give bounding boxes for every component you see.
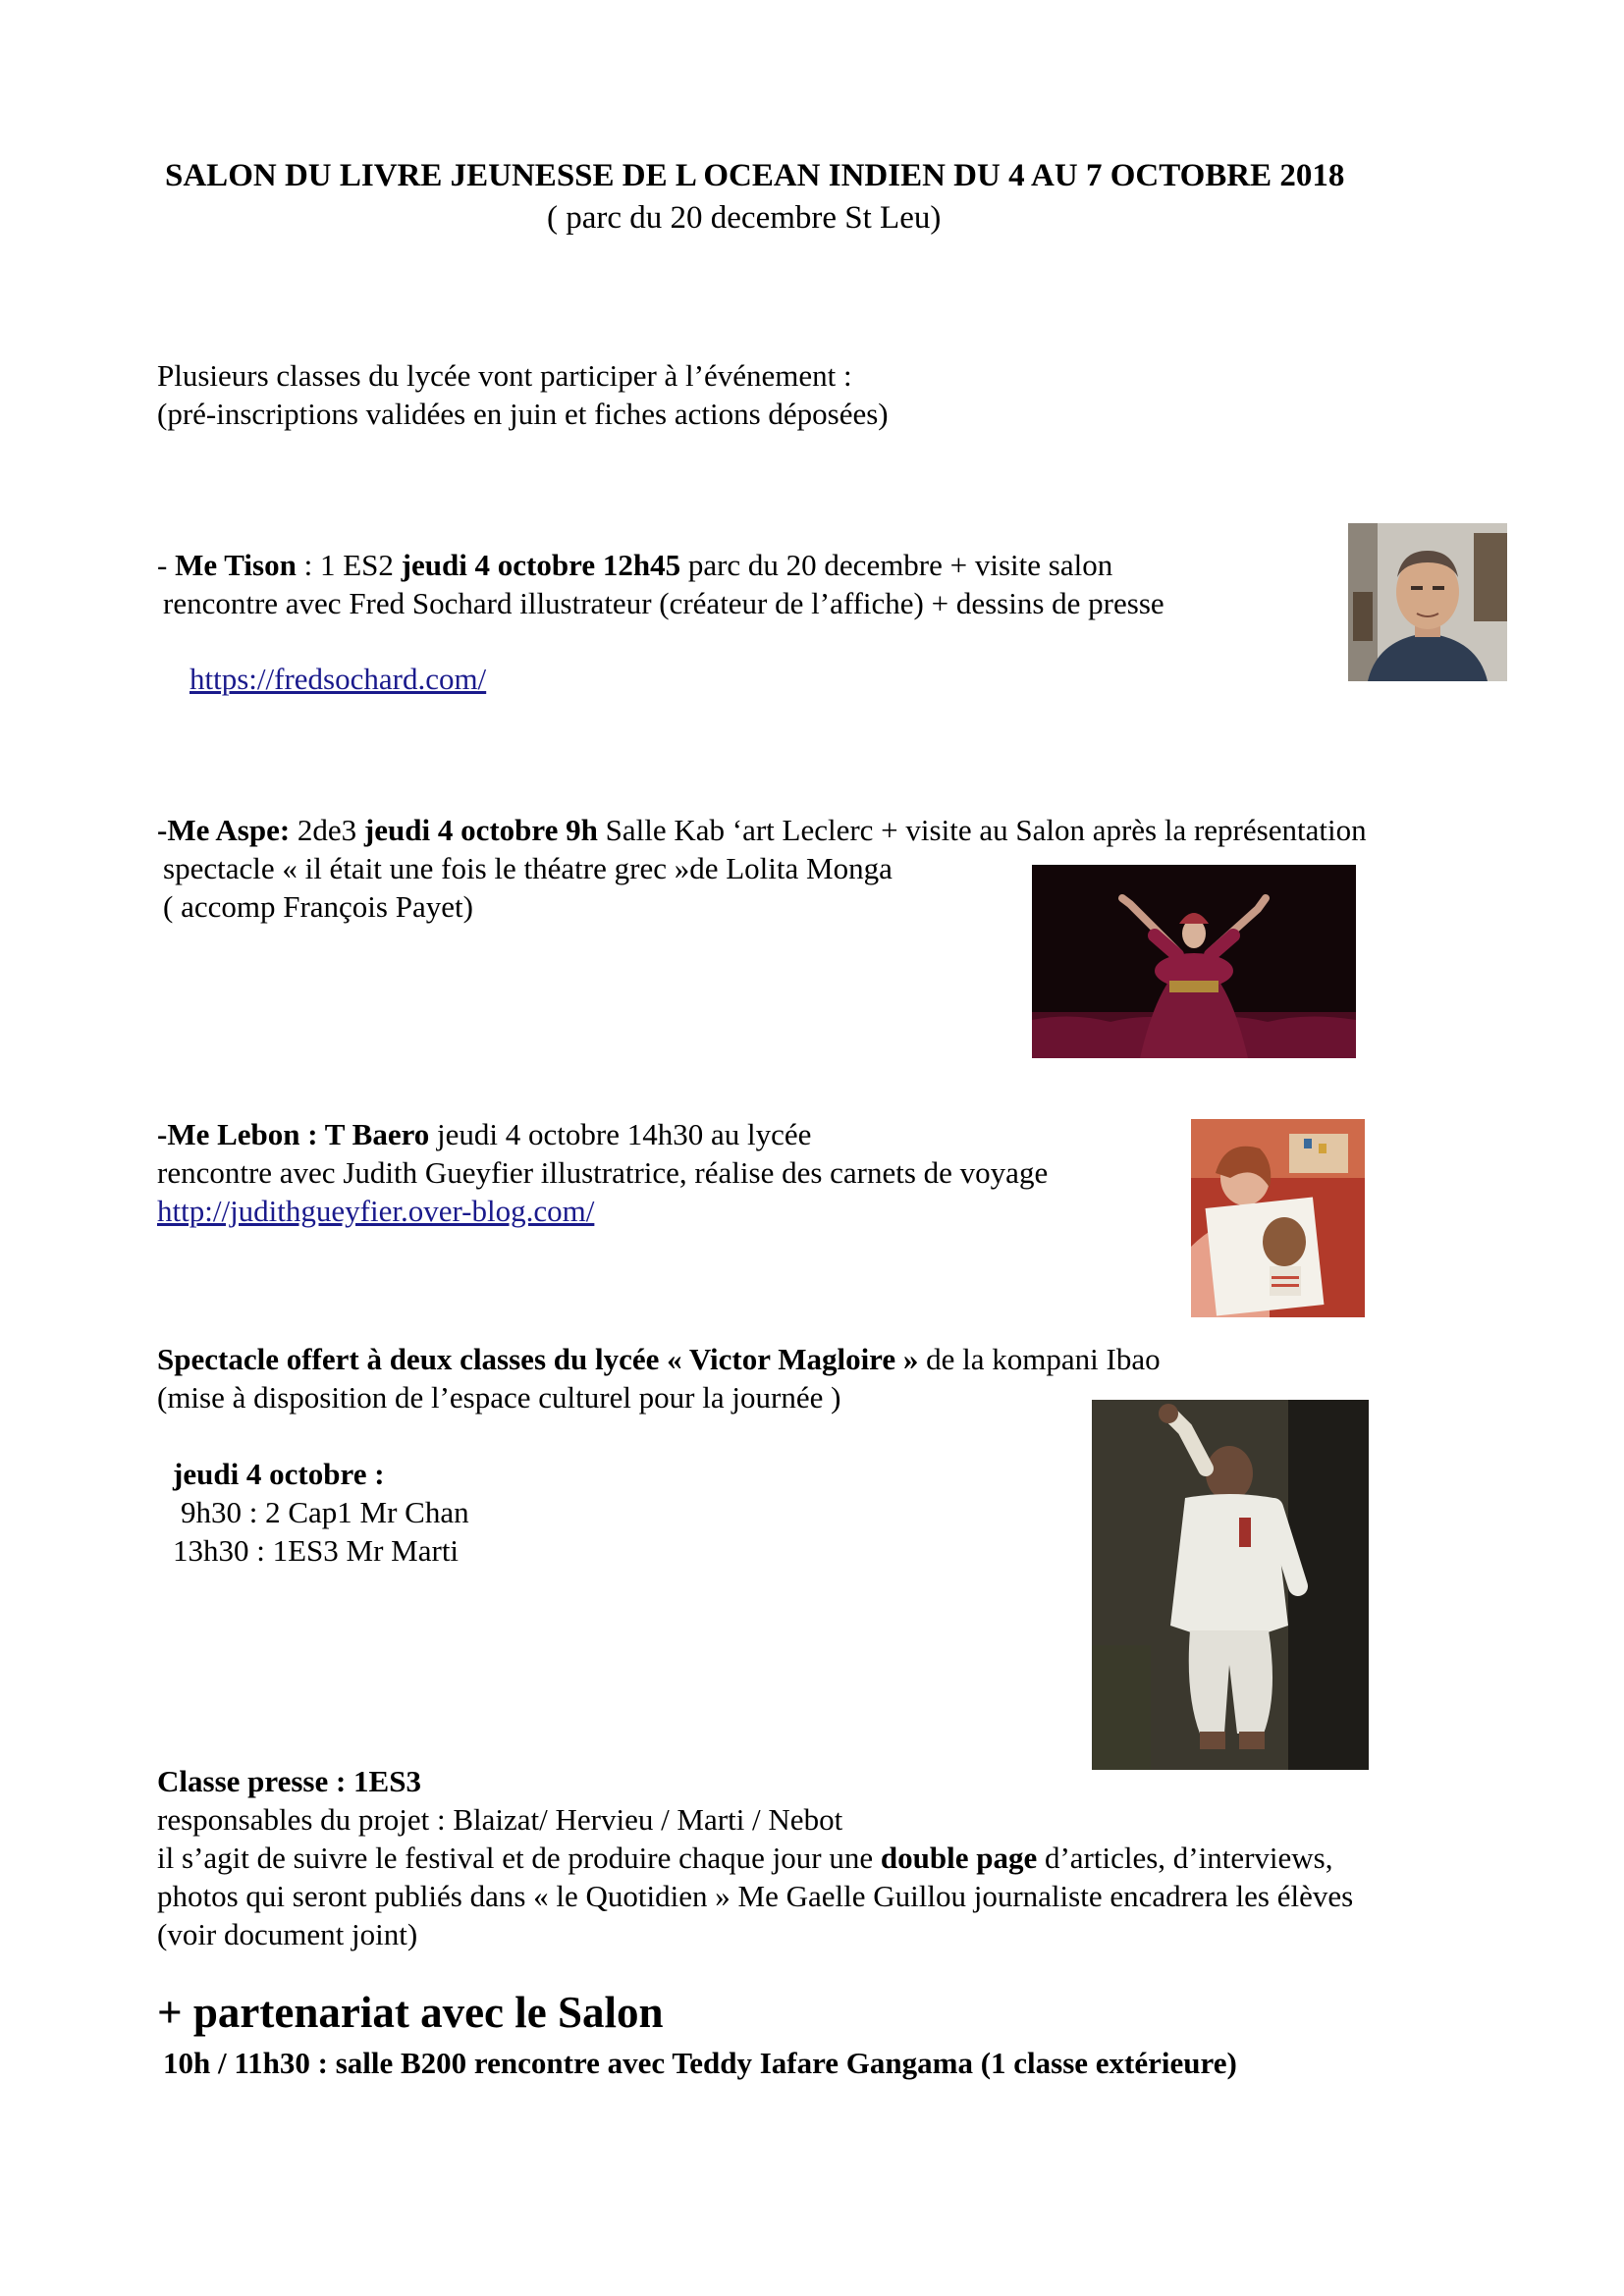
page-subtitle: ( parc du 20 decembre St Leu) [547,200,942,236]
spectacle-day: jeudi 4 octobre : [173,1457,385,1491]
partenariat-line: 10h / 11h30 : salle B200 rencontre avec Teddy Iafare Gangama (1 classe extérieure) [163,2046,1237,2080]
page-title: SALON DU LIVRE JEUNESSE DE L OCEAN INDIEN DU 4 AU 7 OCTOBRE 2018 [165,158,1345,193]
tison-class: : 1 ES2 [296,548,402,582]
spectacle-slot-2: 13h30 : 1ES3 Mr Marti [173,1533,460,1568]
presse-double-page: double page [880,1841,1038,1875]
lebon-line-1 [157,1115,811,1153]
aspe-class: 2de3 [290,813,364,847]
tison-date: jeudi 4 octobre 12h45 [401,548,681,582]
spectacle-line-1 [157,1340,1161,1378]
partenariat-title: + partenariat avec le Salon [157,1988,664,2037]
aspe-line-1 [157,811,1367,849]
presse-line-2: responsables du projet : Blaizat/ Hervieu / Marti / Nebot [157,1802,843,1837]
aspe-date: jeudi 4 octobre 9h [363,813,598,847]
intro-line-2: (pré-inscriptions validées en juin et fiches actions déposées) [157,397,889,431]
fred-sochard-photo [1348,523,1507,681]
tison-name: Me Tison [175,548,297,582]
presse-line-3-a: il s’agit de suivre le festival et de produire chaque jour une [157,1841,881,1875]
tison-prefix: - [157,548,176,582]
lebon-line-2: rencontre avec Judith Gueyfier illustratrice, réalise des carnets de voyage [157,1155,1049,1190]
presse-title: Classe presse : 1ES3 [157,1764,421,1798]
aspe-line-3: ( accomp François Payet) [163,889,473,924]
kompani-ibao-photo [1092,1400,1369,1770]
judith-gueyfier-link[interactable]: http://judithgueyfier.over-blog.com/ [157,1194,595,1228]
presse-line-3 [157,1839,1333,1877]
spectacle-line-2: (mise à disposition de l’espace culturel pour la journée ) [157,1380,841,1415]
spectacle-bold: Spectacle offert à deux classes du lycée « Victor Magloire » [157,1342,919,1376]
aspe-line-2: spectacle « il était une fois le théatre grec »de Lolita Monga [163,851,893,885]
judith-gueyfier-photo [1191,1119,1365,1317]
intro-line-1: Plusieurs classes du lycée vont participer à l’événement : [157,358,852,393]
tison-rest: parc du 20 decembre + visite salon [680,548,1113,582]
spectacle-slot-1: 9h30 : 2 Cap1 Mr Chan [181,1495,469,1529]
presse-line-3-c: d’articles, d’interviews, [1037,1841,1333,1875]
aspe-name: -Me Aspe: [157,813,291,847]
lebon-name: -Me Lebon : T Baero [157,1117,430,1151]
tison-line-2: rencontre avec Fred Sochard illustrateur (créateur de l’affiche) + dessins de presse [163,586,1164,620]
presse-line-4: photos qui seront publiés dans « le Quotidien » Me Gaelle Guillou journaliste encadrera les élèves [157,1879,1354,1913]
fred-sochard-link[interactable]: https://fredsochard.com/ [189,662,487,696]
presse-line-5: (voir document joint) [157,1917,418,1951]
lebon-rest: jeudi 4 octobre 14h30 au lycée [429,1117,812,1151]
aspe-rest: Salle Kab ‘art Leclerc + visite au Salon après la représentation [597,813,1367,847]
tison-line-1 [157,546,1112,584]
spectacle-rest: de la kompani Ibao [918,1342,1161,1376]
theatre-photo [1032,865,1356,1058]
